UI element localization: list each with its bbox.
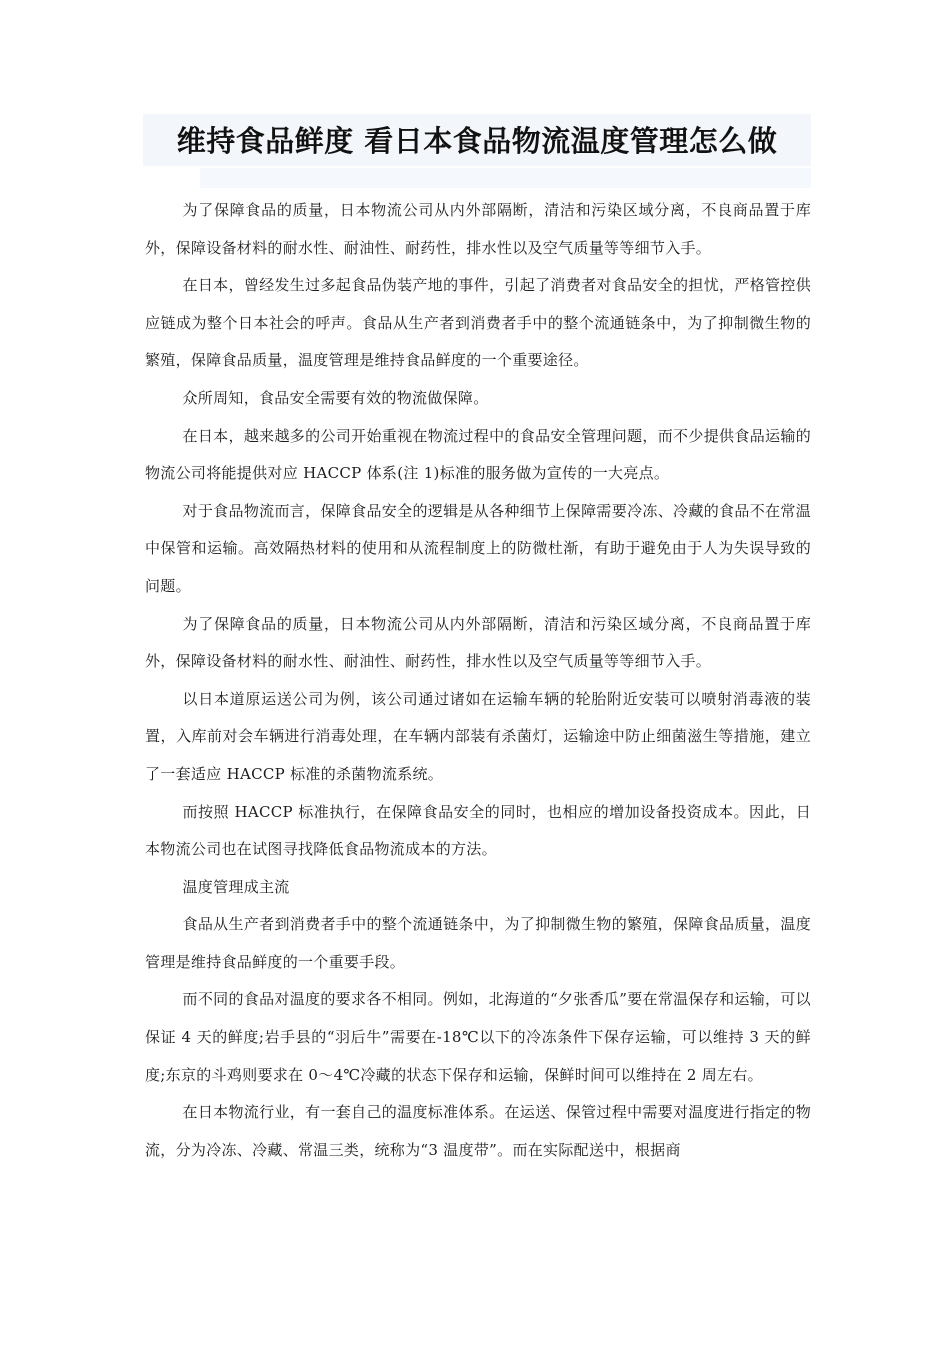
paragraph: 而按照 HACCP 标准执行，在保障食品安全的同时，也相应的增加设备投资成本。因此，日本物流公司也在试图寻找降低食品物流成本的方法。 <box>145 802 811 859</box>
paragraph: 在日本，曾经发生过多起食品伪装产地的事件，引起了消费者对食品安全的担忧，严格管控供应链成为整个日本社会的呼声。食品从生产者到消费者手中的整个流通链条中，为了抑制微生物的繁殖，保障食品质量，温度管理是维持食品鲜度的一个重要途径。 <box>145 276 811 370</box>
paragraph: 在日本，越来越多的公司开始重视在物流过程中的食品安全管理问题，而不少提供食品运输的物流公司将能提供对应 HACCP 体系(注 1)标准的服务做为宣传的一大亮点。 <box>145 426 811 483</box>
paragraph: 在日本物流行业，有一套自己的温度标准体系。在运送、保管过程中需要对温度进行指定的物流，分为冷冻、冷藏、常温三类，统称为“3 温度带”。而在实际配送中，根据商 <box>145 1103 811 1159</box>
article-title: 维持食品鲜度 看日本食品物流温度管理怎么做 <box>176 124 778 158</box>
paragraph: 为了保障食品的质量，日本物流公司从内外部隔断，清洁和污染区域分离，不良商品置于库外，保障设备材料的耐水性、耐油性、耐药性，排水性以及空气质量等等细节入手。 <box>145 201 811 257</box>
article-body <box>145 192 811 1169</box>
paragraph: 食品从生产者到消费者手中的整个流通链条中，为了抑制微生物的繁殖，保障食品质量，温度管理是维持食品鲜度的一个重要手段。 <box>145 915 811 971</box>
paragraph: 对于食品物流而言，保障食品安全的逻辑是从各种细节上保障需要冷冻、冷藏的食品不在常温中保管和运输。高效隔热材料的使用和从流程制度上的防微杜渐，有助于避免由于人为失误导致的问题。 <box>145 501 811 595</box>
paragraph: 以日本道原运送公司为例，该公司通过诸如在运输车辆的轮胎附近安装可以喷射消毒液的装置，入库前对会车辆进行消毒处理，在车辆内部装有杀菌灯，运输途中防止细菌滋生等措施，建立了一套适应 HACCP 标准的杀菌物流系统。 <box>145 689 811 783</box>
section-heading: 温度管理成主流 <box>182 877 290 896</box>
title-sub-highlight-band <box>200 168 811 188</box>
paragraph: 为了保障食品的质量，日本物流公司从内外部隔断，清洁和污染区域分离，不良商品置于库外，保障设备材料的耐水性、耐油性、耐药性，排水性以及空气质量等等细节入手。 <box>145 614 811 671</box>
paragraph: 而不同的食品对温度的要求各不相同。例如，北海道的“夕张香瓜”要在常温保存和运输，可以保证 4 天的鲜度;岩手县的“羽后牛”需要在-18℃以下的冷冻条件下保存运输，可以维持 3 天的鲜度;东京的斗鸡则要求在 0～4℃冷藏的状态下保存和运输，保鲜时间可以维持在 2 周左右。 <box>145 990 811 1084</box>
paragraph: 众所周知，食品安全需要有效的物流做保障。 <box>182 388 489 407</box>
